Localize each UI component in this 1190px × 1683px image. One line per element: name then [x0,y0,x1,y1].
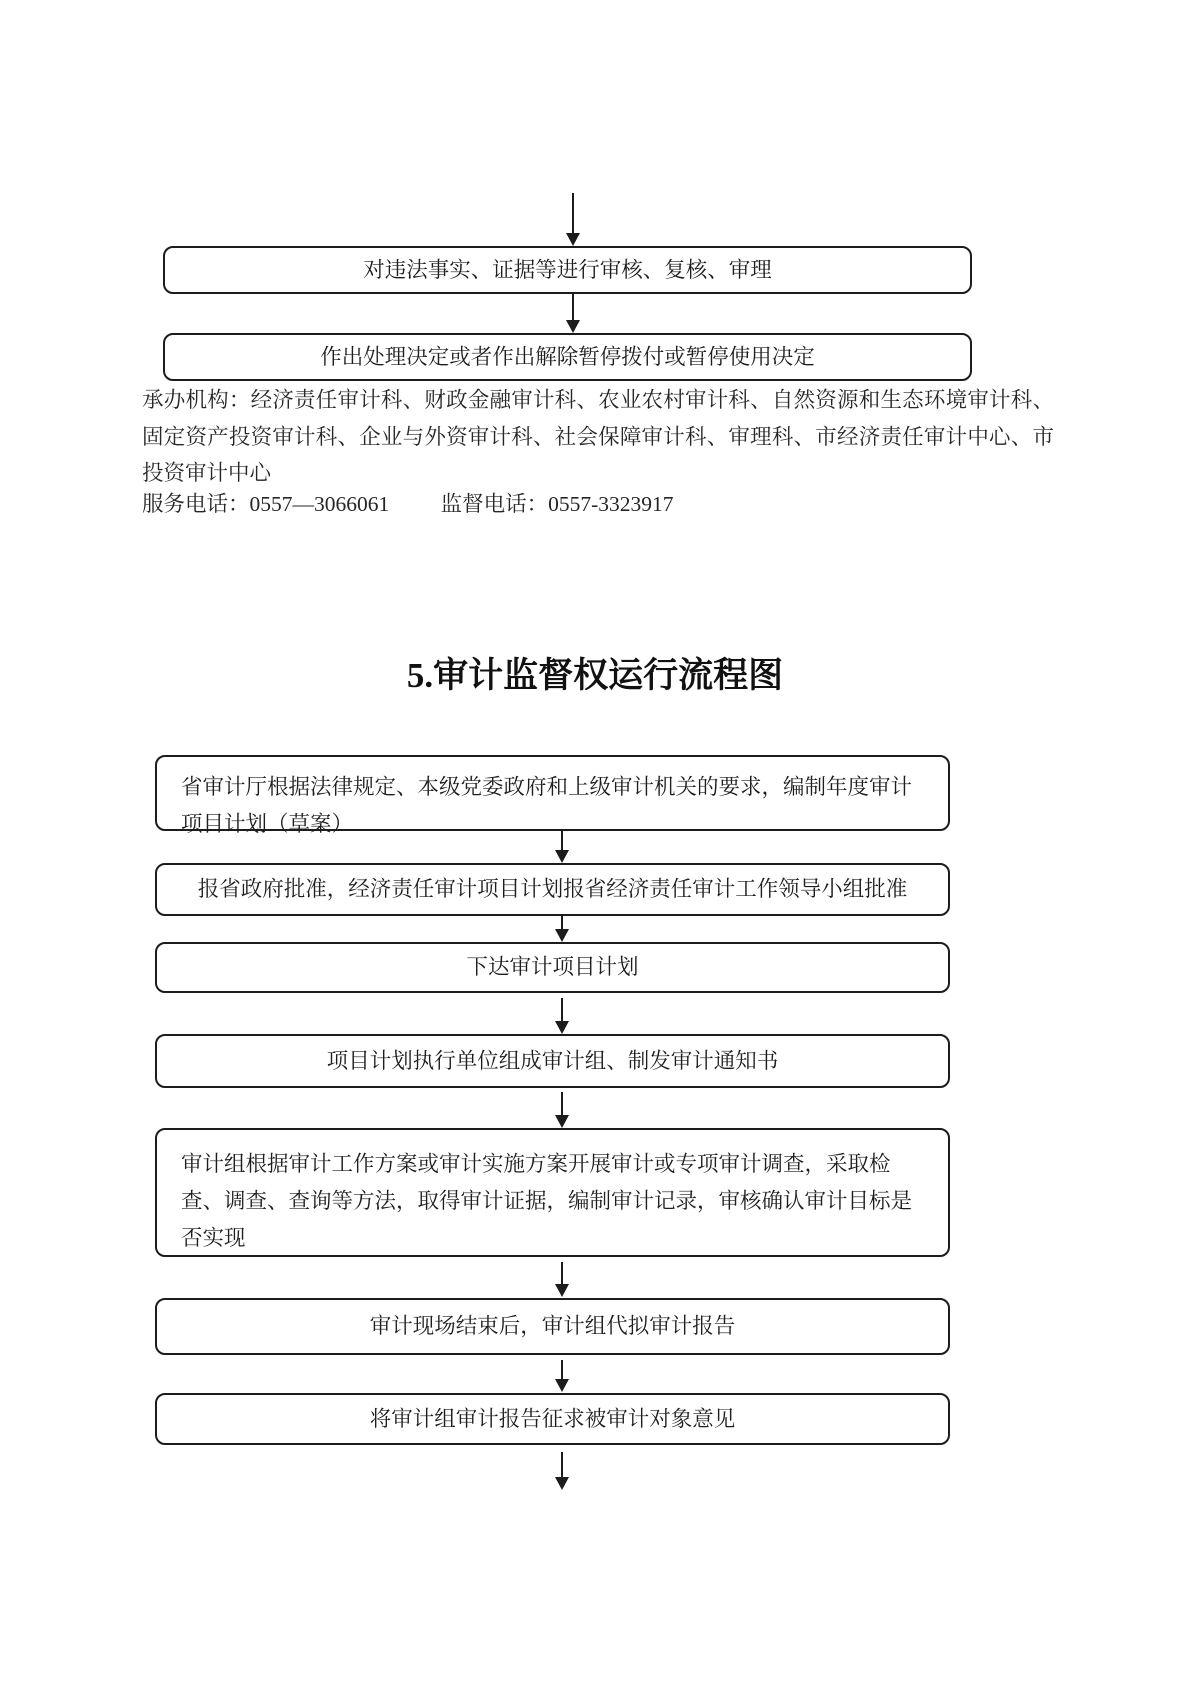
down-arrow-connector-icon [554,1092,570,1128]
flow-step-review-box [163,246,972,294]
down-arrow-connector-icon [565,294,581,333]
down-arrow-connector-icon [554,916,570,942]
agency-note-paragraph: 承办机构：经济责任审计科、财政金融审计科、农业农村审计科、自然资源和生态环境审计科、固定资产投资审计科、企业与外资审计科、社会保障审计科、审理科、市经济责任审计中心、市投资审计中心 [142,388,1054,485]
flow-step-label: 项目计划执行单位组成审计组、制发审计通知书 [326,1048,779,1073]
down-arrow-connector-icon [554,998,570,1034]
flow-step-label: 下达审计项目计划 [466,955,639,979]
flow-step-label: 作出处理决定或者作出解除暂停拨付或暂停使用决定 [320,344,815,369]
flow-step-label: 对违法事实、证据等进行审核、复核、审理 [363,257,772,282]
phone-numbers-line [142,489,674,519]
down-arrow-connector-icon [554,1360,570,1392]
flow-step-box-5 [155,1128,950,1257]
flow-step-label: 报省政府批准，经济责任审计项目计划报省经济责任审计工作领导小组批准 [197,877,908,901]
flow-step-label: 审计现场结束后，审计组代拟审计报告 [369,1314,736,1338]
flow-step-box-2 [155,863,950,916]
section-title: 5.审计监督权运行流程图 [406,656,784,695]
flow-step-label: 将审计组审计报告征求被审计对象意见 [369,1406,736,1431]
flow-step-box-4 [155,1034,950,1088]
flow-step-box-1 [155,755,950,836]
down-arrow-connector-icon [554,1262,570,1297]
supervision-phone: 监督电话：0557-3323917 [440,492,674,516]
service-phone: 服务电话：0557—3066061 [142,492,390,516]
flow-step-label: 省审计厅根据法律规定、本级党委政府和上级审计机关的要求，编制年度审计项目计划（草案） [181,775,913,836]
down-arrow-connector-icon [554,831,570,863]
down-arrow-connector-icon [565,193,581,246]
down-arrow-connector-icon [554,1452,570,1490]
flow-step-label: 审计组根据审计工作方案或审计实施方案开展审计或专项审计调查，采取检查、调查、查询等方法，取得审计证据，编制审计记录，审核确认审计目标是否实现 [181,1152,913,1250]
flow-step-box-3 [155,942,950,993]
flow-step-decision-box [163,333,972,381]
flow-step-box-6 [155,1298,950,1355]
flow-step-box-7 [155,1393,950,1445]
